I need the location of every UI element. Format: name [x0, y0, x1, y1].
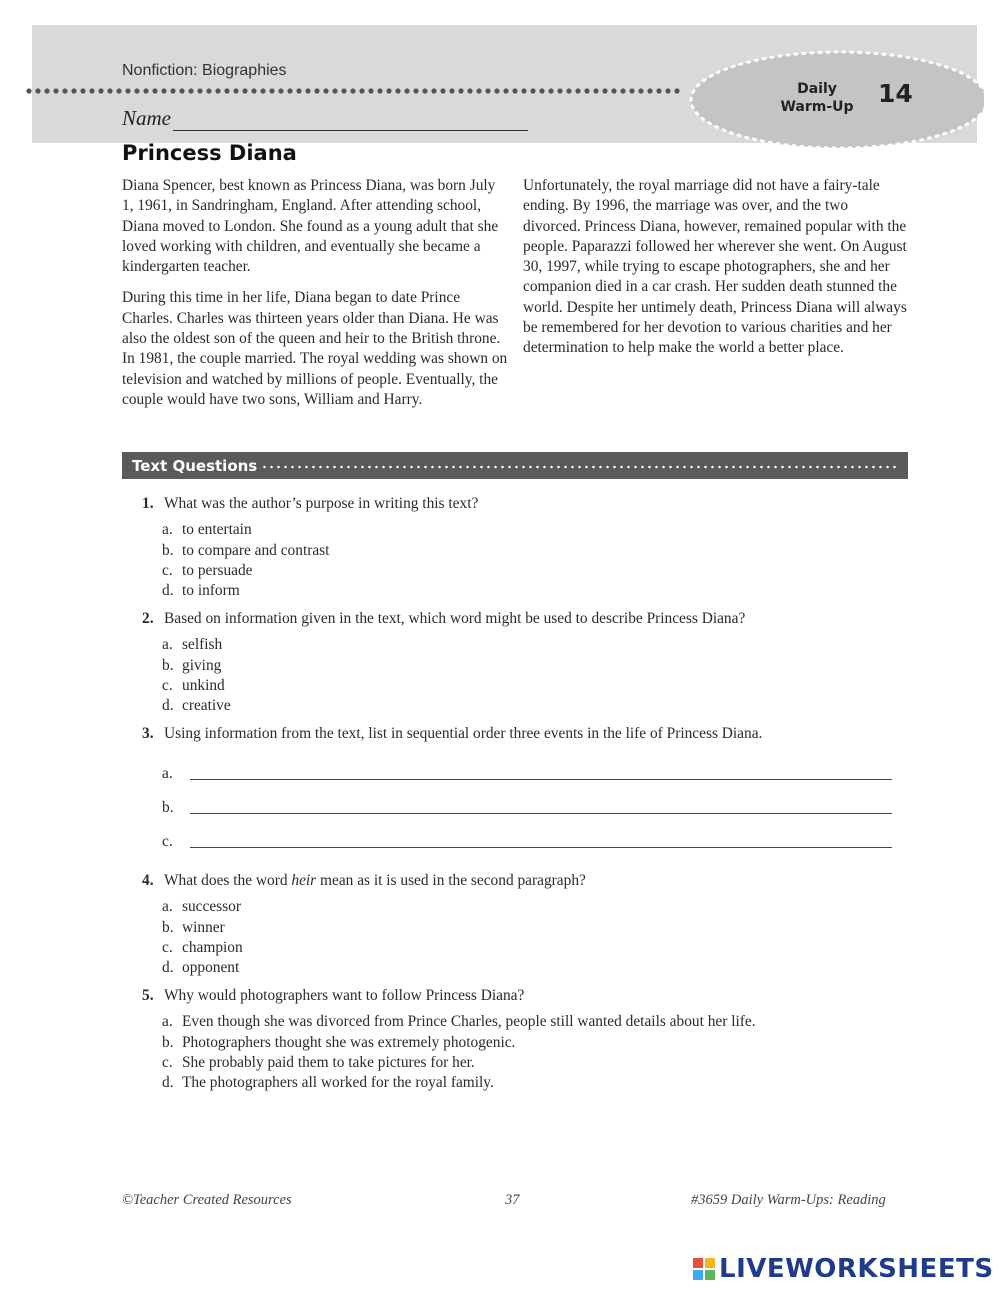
option-letter: a. — [162, 1013, 173, 1031]
rule-dot — [422, 88, 427, 93]
option-letter: d. — [162, 582, 174, 600]
rule-dot — [269, 88, 274, 93]
dotted-leader — [261, 465, 898, 469]
rule-dot — [386, 88, 391, 93]
answer-option[interactable] — [162, 1053, 912, 1073]
rule-dot — [152, 88, 157, 93]
rule-dot — [287, 88, 292, 93]
footer-book-title: #3659 Daily Warm-Ups: Reading — [691, 1192, 886, 1208]
option-text: Photographers thought she was extremely photogenic. — [182, 1033, 516, 1051]
passage-left-column — [122, 176, 510, 421]
question-text: What was the author’s purpose in writing this text? — [164, 495, 479, 512]
rule-dot — [71, 88, 76, 93]
rule-dot — [440, 88, 445, 93]
rule-dot — [224, 88, 229, 93]
rule-dot — [233, 88, 238, 93]
rule-dot — [566, 88, 571, 93]
logo-square — [705, 1258, 715, 1268]
option-text: to persuade — [182, 561, 253, 579]
rule-dot — [215, 88, 220, 93]
rule-dot — [332, 88, 337, 93]
answer-option[interactable] — [162, 918, 912, 938]
rule-dot — [125, 88, 130, 93]
option-letter: b. — [162, 918, 174, 936]
rule-dot — [512, 88, 517, 93]
page-title: Princess Diana — [122, 141, 297, 165]
answer-option[interactable] — [162, 1012, 912, 1032]
question-text: Using information from the text, list in sequential order three events in the life of Princess Diana. — [164, 725, 763, 742]
rule-dot — [107, 88, 112, 93]
rule-dot — [395, 88, 400, 93]
text-questions-label: Text Questions — [132, 456, 258, 475]
rule-dot — [431, 88, 436, 93]
rule-dot — [665, 88, 670, 93]
logo-square — [705, 1270, 715, 1280]
rule-dot — [242, 88, 247, 93]
rule-dot — [674, 88, 679, 93]
answer-option[interactable] — [162, 561, 912, 581]
badge-label — [772, 80, 862, 116]
question-stem — [142, 871, 912, 891]
question-number: 4. — [142, 872, 154, 889]
answer-option[interactable] — [162, 1073, 912, 1093]
answer-option[interactable] — [162, 541, 912, 561]
option-text: to compare and contrast — [182, 541, 330, 559]
answer-write-line[interactable] — [162, 818, 902, 852]
badge-line-daily: Daily — [797, 81, 837, 97]
rule-dot — [575, 88, 580, 93]
question-text: What does the word — [164, 872, 292, 889]
option-text: winner — [182, 918, 225, 936]
logo-square — [693, 1258, 703, 1268]
rule-dot — [602, 88, 607, 93]
option-text: to inform — [182, 582, 240, 600]
option-text: to entertain — [182, 521, 252, 539]
rule-dot — [467, 88, 472, 93]
answer-option[interactable] — [162, 1033, 912, 1053]
rule-dot — [197, 88, 202, 93]
rule-dot — [260, 88, 265, 93]
blank-rule[interactable] — [190, 779, 892, 780]
rule-dot — [53, 88, 58, 93]
rule-dot — [305, 88, 310, 93]
option-letter: d. — [162, 697, 174, 715]
option-text: Even though she was divorced from Prince Charles, people still wanted details about her life. — [182, 1013, 756, 1031]
answer-option[interactable] — [162, 656, 912, 676]
option-text: She probably paid them to take pictures for her. — [182, 1053, 475, 1071]
rule-dot — [251, 88, 256, 93]
rule-dot — [314, 88, 319, 93]
rule-dot — [521, 88, 526, 93]
passage-paragraph: Diana Spencer, best known as Princess Diana, was born July 1, 1961, in Sandringham, England. After attending school, Diana moved to London. She found as a young adult that she loved working with children, and eventually she became a kindergarten teacher. — [122, 177, 499, 276]
rule-dot — [89, 88, 94, 93]
option-letter: c. — [162, 676, 173, 694]
option-text: opponent — [182, 959, 240, 977]
rule-dot — [116, 88, 121, 93]
rule-dot — [341, 88, 346, 93]
question-stem — [142, 609, 912, 629]
rule-dot — [647, 88, 652, 93]
footer-copyright: ©Teacher Created Resources — [122, 1192, 292, 1208]
rule-dot — [629, 88, 634, 93]
rule-dot — [584, 88, 589, 93]
passage-paragraph: Unfortunately, the royal marriage did not have a fairy-tale ending. By 1996, the marriage was over, and the two divorced. Princess Diana, however, remained popular with the people. Paparazzi followed her wherever she went. On August 30, 1997, while trying to escape photographers, she and her companion died in a car crash. Her sudden death stunned the world. Despite her untimely death, Princess Diana will always be remembered for her devotion to various charities and her determination to help make the world a better place. — [523, 177, 907, 357]
question-3 — [142, 724, 902, 852]
option-letter: d. — [162, 1074, 174, 1092]
rule-dot — [476, 88, 481, 93]
option-letter: b. — [162, 656, 174, 674]
rule-dot — [548, 88, 553, 93]
liveworksheets-icon — [693, 1258, 715, 1280]
answer-option[interactable] — [162, 938, 912, 958]
blank-rule[interactable] — [190, 847, 892, 848]
question-text: Why would photographers want to follow Princess Diana? — [164, 987, 525, 1004]
question-2 — [142, 609, 912, 716]
rule-dot — [134, 88, 139, 93]
rule-dot — [557, 88, 562, 93]
answer-write-line[interactable] — [162, 750, 902, 784]
option-text: champion — [182, 938, 243, 956]
text-questions-header — [122, 452, 908, 479]
answer-option[interactable] — [162, 581, 912, 601]
question-text-emphasis: heir — [291, 872, 317, 889]
option-letter: a. — [162, 636, 173, 654]
option-letter: d. — [162, 959, 174, 977]
answer-option[interactable] — [162, 635, 912, 655]
rule-dot — [404, 88, 409, 93]
rule-dot — [26, 88, 31, 93]
answer-write-line[interactable] — [162, 784, 902, 818]
rule-dot — [170, 88, 175, 93]
liveworksheets-logo[interactable] — [693, 1254, 994, 1284]
liveworksheets-wordmark: LIVEWORKSHEETS — [719, 1254, 994, 1284]
option-letter: a. — [162, 898, 173, 916]
option-text: successor — [182, 898, 241, 916]
rule-dot — [377, 88, 382, 93]
question-number: 1. — [142, 495, 154, 512]
option-text: creative — [182, 697, 231, 715]
option-letter: c. — [162, 561, 173, 579]
answer-option[interactable] — [162, 958, 912, 978]
question-number: 5. — [142, 987, 154, 1004]
rule-dot — [278, 88, 283, 93]
answer-option[interactable] — [162, 676, 912, 696]
rule-dot — [143, 88, 148, 93]
rule-dot — [593, 88, 598, 93]
blank-letter: c. — [162, 833, 173, 850]
rule-dot — [449, 88, 454, 93]
option-text: unkind — [182, 676, 225, 694]
question-stem — [142, 494, 912, 514]
blank-letter: b. — [162, 799, 174, 816]
rule-dot — [161, 88, 166, 93]
rule-dot — [620, 88, 625, 93]
rule-dot — [359, 88, 364, 93]
question-number: 3. — [142, 725, 154, 742]
rule-dot — [494, 88, 499, 93]
option-letter: c. — [162, 938, 173, 956]
rule-dot — [656, 88, 661, 93]
blank-rule[interactable] — [190, 813, 892, 814]
rule-dot — [638, 88, 643, 93]
passage-paragraph: During this time in her life, Diana began to date Prince Charles. Charles was thirteen years older than Diana. He was also the oldest son of the queen and heir to the British throne. In 1981, the couple married. The royal wedding was shown on television and watched by millions of people. Eventually, the couple would have two sons, William and Harry. — [122, 289, 508, 408]
badge-number: 14 — [878, 79, 913, 108]
question-text: Based on information given in the text, which word might be used to describe Princess Diana? — [164, 610, 746, 627]
rule-dot — [323, 88, 328, 93]
rule-dot — [368, 88, 373, 93]
section-label: Nonfiction: Biographies — [122, 62, 287, 79]
rule-dot — [458, 88, 463, 93]
name-field-row — [122, 106, 528, 131]
rule-dot — [179, 88, 184, 93]
option-letter: a. — [162, 521, 173, 539]
rule-dot — [62, 88, 67, 93]
name-label: Name — [122, 106, 171, 130]
question-text: mean as it is used in the second paragraph? — [316, 872, 586, 889]
rule-dot — [530, 88, 535, 93]
rule-dot — [350, 88, 355, 93]
passage-right-column — [523, 176, 907, 370]
option-letter: b. — [162, 1033, 174, 1051]
badge-line-warm-up: Warm-Up — [780, 99, 854, 115]
rule-dot — [539, 88, 544, 93]
rule-dot — [206, 88, 211, 93]
name-write-line[interactable] — [173, 110, 528, 131]
answer-option[interactable] — [162, 520, 912, 540]
answer-option[interactable] — [162, 897, 912, 917]
rule-dot — [485, 88, 490, 93]
question-stem — [142, 724, 902, 744]
rule-dot — [296, 88, 301, 93]
rule-dot — [503, 88, 508, 93]
rule-dot — [413, 88, 418, 93]
rule-dot — [611, 88, 616, 93]
option-letter: b. — [162, 541, 174, 559]
footer-page-number: 37 — [505, 1192, 520, 1208]
blank-letter: a. — [162, 765, 173, 782]
option-letter: c. — [162, 1053, 173, 1071]
rule-dot — [35, 88, 40, 93]
question-4 — [142, 871, 912, 978]
rule-dot — [188, 88, 193, 93]
question-1 — [142, 494, 912, 601]
question-number: 2. — [142, 610, 154, 627]
rule-dot — [80, 88, 85, 93]
option-text: The photographers all worked for the royal family. — [182, 1074, 494, 1092]
rule-dot — [44, 88, 49, 93]
option-text: giving — [182, 656, 222, 674]
option-text: selfish — [182, 636, 223, 654]
logo-square — [693, 1270, 703, 1280]
question-stem — [142, 986, 912, 1006]
rule-dot — [98, 88, 103, 93]
answer-option[interactable] — [162, 696, 912, 716]
question-5 — [142, 986, 912, 1093]
